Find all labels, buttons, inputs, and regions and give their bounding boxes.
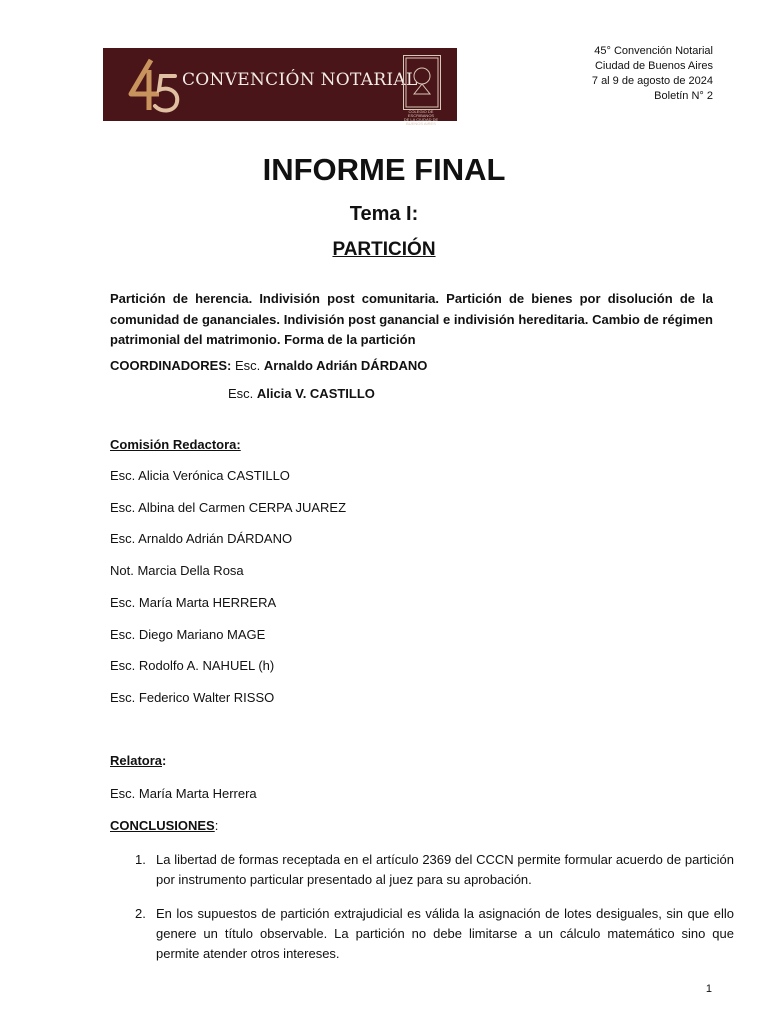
commission-member: Esc. Arnaldo Adrián DÁRDANO bbox=[110, 531, 293, 546]
conclusion-number: 2. bbox=[135, 906, 146, 921]
conclusion-item bbox=[135, 904, 734, 964]
rapporteur-colon: : bbox=[162, 753, 167, 768]
rapporteur-name: Esc. María Marta Herrera bbox=[110, 786, 257, 801]
commission-member: Esc. Diego Mariano MAGE bbox=[110, 627, 266, 642]
coordinator-prefix: Esc. bbox=[234, 358, 261, 373]
header-city: Ciudad de Buenos Aires bbox=[594, 60, 713, 72]
coordinators-label: COORDINADORES: bbox=[110, 358, 232, 373]
header-dates: 7 al 9 de agosto de 2024 bbox=[591, 75, 713, 87]
conclusion-text: La libertad de formas receptada en el artículo 2369 del CCCN permite formular acuerdo de partición por instrumento particular presentado al juez para su aprobación. bbox=[156, 852, 734, 887]
commission-member: Esc. Federico Walter RISSO bbox=[110, 690, 275, 705]
topic-heading: PARTICIÓN bbox=[332, 239, 436, 260]
page-number: 1 bbox=[705, 983, 712, 995]
conclusions-label: CONCLUSIONES bbox=[110, 818, 215, 833]
banner-title: CONVENCIÓN NOTARIAL bbox=[182, 70, 418, 90]
commission-member: Not. Marcia Della Rosa bbox=[110, 563, 244, 578]
rapporteur-label: Relatora bbox=[110, 753, 163, 768]
convention-banner bbox=[103, 48, 457, 126]
conclusions-heading bbox=[110, 817, 218, 835]
commission-member: Esc. Alicia Verónica CASTILLO bbox=[110, 468, 290, 483]
page-subtitle: Tema I: bbox=[349, 203, 419, 225]
escribanos-seal-icon bbox=[403, 55, 441, 110]
topic-abstract: Partición de herencia. Indivisión post comunitaria. Partición de bienes por disolución de la comunidad de gananciales. Indivisión post ganancial e indivisión hereditaria. Cambio de régimen patrimonial del matrimonio. Forma de la partición bbox=[110, 291, 713, 347]
conclusion-number: 1. bbox=[135, 852, 146, 867]
header-info bbox=[592, 44, 713, 104]
commission-member: Esc. María Marta HERRERA bbox=[110, 595, 277, 610]
conclusion-item bbox=[135, 850, 734, 890]
coordinator-line-2 bbox=[228, 385, 375, 403]
convention-45-logo bbox=[125, 54, 181, 116]
coordinator-name: Arnaldo Adrián DÁRDANO bbox=[263, 358, 428, 373]
header-bulletin: Boletín N° 2 bbox=[654, 90, 713, 102]
commission-member: Esc. Rodolfo A. NAHUEL (h) bbox=[110, 658, 275, 673]
coordinator-name: Alicia V. CASTILLO bbox=[256, 386, 375, 401]
commission-member: Esc. Albina del Carmen CERPA JUAREZ bbox=[110, 500, 347, 515]
header-convention: 45° Convención Notarial bbox=[594, 45, 713, 57]
rapporteur-heading bbox=[110, 752, 166, 770]
conclusions-colon: : bbox=[214, 818, 219, 833]
commission-heading: Comisión Redactora: bbox=[110, 437, 241, 452]
conclusion-text: En los supuestos de partición extrajudicial es válida la asignación de lotes desiguales, sin que ello genere un título observable. La partición no debe limitarse a un cálculo matemático sino que permite atender otros intereses. bbox=[156, 906, 734, 961]
coordinator-prefix: Esc. bbox=[228, 386, 254, 401]
seal-caption: COLEGIO DE ESCRIBANOS DE LA CIUDAD DE BUENOS AIRES bbox=[403, 109, 439, 126]
coordinator-line-1 bbox=[110, 357, 427, 375]
page-title: INFORME FINAL bbox=[262, 152, 506, 187]
